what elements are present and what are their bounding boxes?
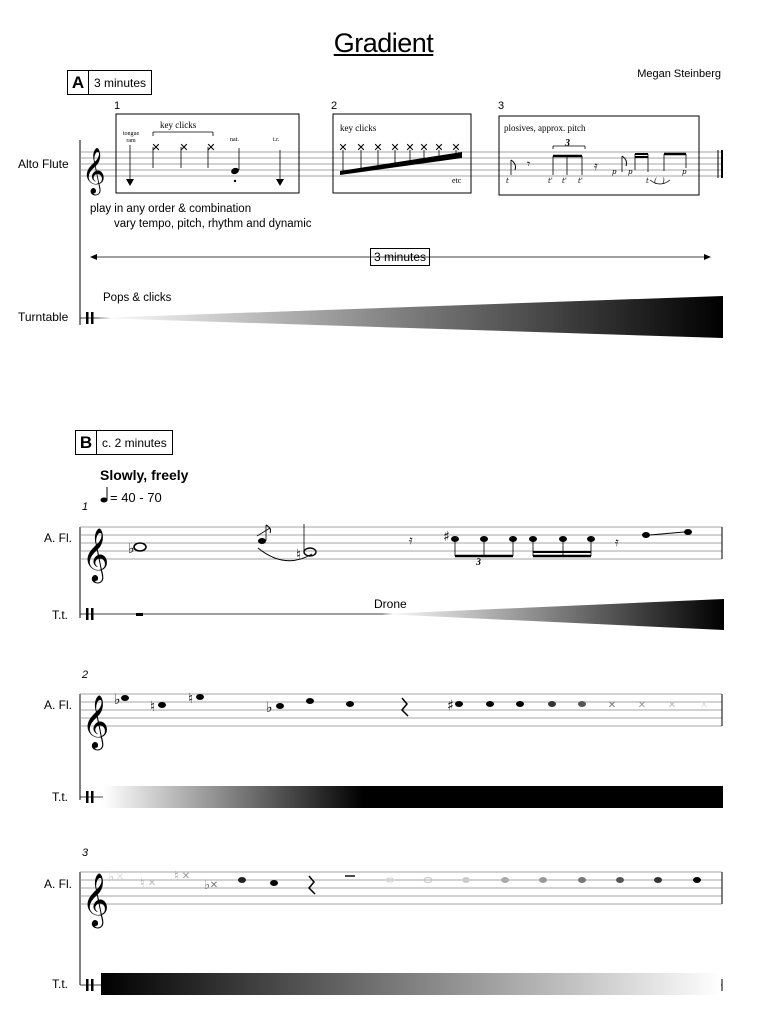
svg-text:✕: ✕ [338, 141, 348, 154]
instruction-line-1: play in any order & combination [90, 203, 252, 215]
flute-abbr-3: A. Fl. [44, 877, 73, 891]
svg-text:𝄿: 𝄿 [409, 533, 413, 547]
svg-text:✕: ✕ [115, 872, 125, 883]
treble-clef-b3: 𝄞 [82, 872, 110, 926]
turntable-abbr-2: T.t. [52, 790, 69, 804]
key-clicks-label-2: key clicks [340, 123, 377, 133]
svg-text:♮: ♮ [174, 869, 179, 884]
svg-text:✕: ✕ [607, 700, 617, 711]
turntable-abbr-3: T.t. [52, 977, 69, 991]
svg-text:𝄾: 𝄾 [527, 157, 531, 171]
svg-text:♮: ♮ [140, 876, 145, 891]
svg-text:✕: ✕ [434, 141, 444, 154]
svg-text:t': t' [578, 177, 583, 185]
svg-text:✕: ✕ [181, 871, 191, 882]
instrument-label-turntable: Turntable [18, 310, 69, 324]
svg-text:♮: ♮ [296, 547, 302, 563]
page-title: Gradient [333, 28, 434, 58]
svg-text:✕: ✕ [206, 141, 216, 154]
triplet-number-b: 3 [476, 557, 481, 568]
treble-clef-b1: 𝄞 [82, 527, 110, 581]
tempo-word: Slowly, freely [100, 467, 189, 483]
svg-text:✕: ✕ [147, 878, 157, 889]
svg-text:♭: ♭ [266, 700, 273, 716]
treble-clef-a: 𝄞 [82, 148, 106, 194]
svg-text:✕: ✕ [209, 880, 219, 891]
svg-text:(: ( [654, 177, 657, 185]
svg-text:✕: ✕ [405, 141, 415, 154]
rehearsal-letter-b: B [76, 431, 97, 454]
tongue-ram-label: tongue ram [122, 131, 140, 144]
svg-text:♭: ♭ [114, 692, 121, 708]
svg-text:✕: ✕ [451, 141, 461, 154]
turntable-instruction: Pops & clicks [103, 292, 172, 304]
svg-text:t': t' [562, 177, 567, 185]
turntable-abbr-1: T.t. [52, 608, 69, 622]
measure-number-1: 1 [82, 501, 89, 513]
duration-arrow-label: 3 minutes [370, 248, 430, 266]
rehearsal-duration-a: 3 minutes [94, 75, 147, 90]
svg-text:𝄿: 𝄿 [594, 159, 598, 173]
svg-text:t: t [646, 177, 649, 185]
svg-text:♯: ♯ [447, 698, 454, 714]
cell-number-3: 3 [498, 100, 505, 112]
measure-number-2: 2 [82, 669, 89, 681]
tempo-marking: = 40 - 70 [110, 490, 162, 505]
svg-text:✕: ✕ [699, 700, 709, 711]
svg-text:✕: ✕ [179, 141, 189, 154]
key-clicks-label-1: key clicks [160, 120, 197, 130]
cell-number-2: 2 [331, 100, 338, 112]
svg-text:✕: ✕ [637, 700, 647, 711]
svg-text:✕: ✕ [667, 700, 677, 711]
treble-clef-b2: 𝄞 [82, 694, 110, 748]
tr-label: t.r. [273, 137, 280, 143]
measure-number-3: 3 [82, 847, 89, 859]
svg-text:p: p [612, 168, 617, 176]
triplet-number-a: 3 [565, 138, 570, 149]
svg-text:♯: ♯ [443, 529, 450, 545]
svg-text:p: p [682, 168, 687, 176]
svg-text:♭: ♭ [128, 541, 135, 557]
nat-label: nat. [230, 137, 239, 143]
svg-text:✕: ✕ [356, 141, 366, 154]
svg-text:✕: ✕ [373, 141, 383, 154]
svg-text:): ) [662, 177, 665, 185]
svg-text:t': t' [548, 177, 553, 185]
drone-label: Drone [374, 597, 407, 611]
instruction-line-2: vary tempo, pitch, rhythm and dynamic [114, 218, 312, 230]
svg-text:𝄿: 𝄿 [615, 535, 619, 549]
svg-text:✕: ✕ [390, 141, 400, 154]
composer-name: Megan Steinberg [637, 68, 721, 80]
rehearsal-duration-b: c. 2 minutes [102, 435, 167, 450]
svg-text:t: t [506, 177, 509, 185]
plosives-label: plosives, approx. pitch [504, 123, 586, 133]
cell-number-1: 1 [114, 100, 121, 112]
rehearsal-letter-a: A [68, 71, 89, 94]
instrument-label-alto-flute: Alto Flute [18, 157, 69, 171]
svg-text:p: p [628, 168, 633, 176]
svg-text:♭: ♭ [108, 870, 115, 885]
svg-text:♭: ♭ [204, 878, 211, 893]
svg-text:✕: ✕ [151, 141, 161, 154]
flute-abbr-2: A. Fl. [44, 698, 73, 712]
etc-label: etc [452, 176, 462, 185]
svg-text:✕: ✕ [419, 141, 429, 154]
svg-text:♮: ♮ [188, 691, 194, 707]
svg-text:♮: ♮ [150, 699, 156, 715]
flute-abbr-1: A. Fl. [44, 531, 73, 545]
